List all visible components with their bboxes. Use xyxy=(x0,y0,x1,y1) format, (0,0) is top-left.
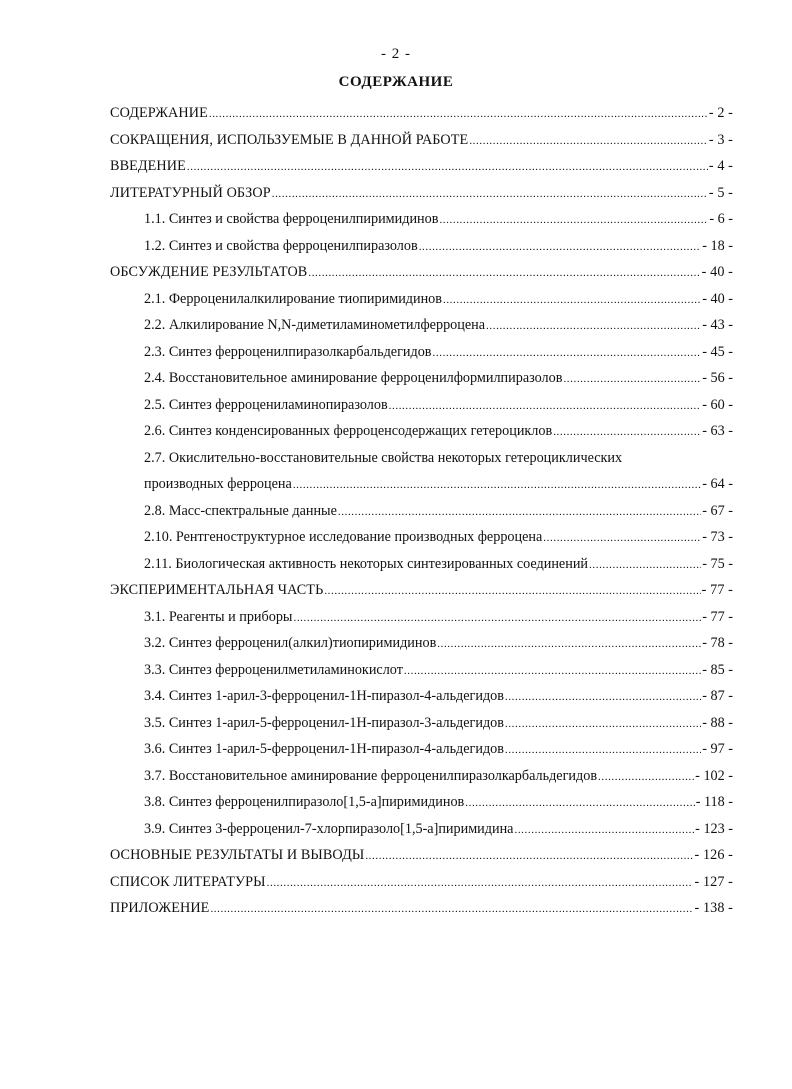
toc-entry-2-4[interactable] xyxy=(110,369,733,396)
toc-entry-3-7[interactable] xyxy=(110,767,733,794)
dot-leader xyxy=(338,503,701,521)
dot-leader xyxy=(469,132,708,150)
toc-entry-abbreviations[interactable] xyxy=(110,131,733,158)
toc-page-number: - 56 - xyxy=(702,370,733,386)
toc-entry-text: 3.2. Синтез ферроценил(алкил)тиопиримидинов xyxy=(144,635,437,651)
toc-entry-experimental[interactable] xyxy=(110,581,733,608)
toc-entry-text: 2.4. Восстановительное аминирование ферроценилформилпиразолов xyxy=(144,370,563,386)
dot-leader xyxy=(437,635,701,653)
toc-entry-2-11[interactable] xyxy=(110,555,733,582)
toc-page-number: - 87 - xyxy=(702,688,733,704)
toc-entry-3-4[interactable] xyxy=(110,687,733,714)
dot-leader xyxy=(293,476,701,494)
toc-page-number: - 138 - xyxy=(694,900,733,916)
toc-entry-text: 1.1. Синтез и свойства ферроценилпиримидинов xyxy=(144,211,439,227)
toc-entry-line2 xyxy=(144,475,733,502)
toc-entry-contents[interactable] xyxy=(110,104,733,131)
toc-title: СОДЕРЖАНИЕ xyxy=(338,74,454,90)
toc-page-number: - 73 - xyxy=(702,529,733,545)
dot-leader xyxy=(543,529,701,547)
toc-page-number: - 78 - xyxy=(702,635,733,651)
toc-entry-2-1[interactable] xyxy=(110,290,733,317)
toc-page-number: - 102 - xyxy=(695,767,733,784)
dot-leader xyxy=(505,741,701,759)
toc-page-number: - 45 - xyxy=(702,343,733,360)
toc-entry-3-3[interactable] xyxy=(110,661,733,688)
toc-entry-text: ПРИЛОЖЕНИЕ xyxy=(110,900,210,916)
dot-leader xyxy=(293,609,701,627)
toc-entry-text: 2.10. Рентгеноструктурное исследование производных ферроцена xyxy=(144,529,543,545)
toc-entry-text: 1.2. Синтез и свойства ферроценилпиразолов xyxy=(144,237,418,254)
toc-entry-text: 2.11. Биологическая активность некоторых синтезированных соединений xyxy=(144,555,589,572)
toc-page-number: - 118 - xyxy=(695,794,733,810)
toc-entry-2-5[interactable] xyxy=(110,396,733,423)
toc-page-number: - 77 - xyxy=(702,608,733,625)
toc-entry-references[interactable] xyxy=(110,873,733,900)
toc-page-number: - 40 - xyxy=(701,264,733,280)
toc-entry-text: СПИСОК ЛИТЕРАТУРЫ xyxy=(110,873,266,890)
dot-leader xyxy=(365,847,693,865)
dot-leader xyxy=(505,715,701,733)
toc-page-number: - 40 - xyxy=(702,290,733,307)
toc-entry-results-discussion[interactable] xyxy=(110,263,733,290)
toc-entry-3-1[interactable] xyxy=(110,608,733,635)
dot-leader xyxy=(465,794,694,812)
toc-entry-text-line2: производных ферроцена xyxy=(144,476,292,492)
dot-leader xyxy=(267,874,694,892)
toc-page-number: - 2 - xyxy=(708,105,733,121)
toc-entry-2-10[interactable] xyxy=(110,528,733,555)
toc-entry-text: 3.8. Синтез ферроценилпиразоло[1,5-а]пиримидинов xyxy=(144,794,465,810)
toc-entry-text: СОКРАЩЕНИЯ, ИСПОЛЬЗУЕМЫЕ В ДАННОЙ РАБОТЕ xyxy=(110,131,469,148)
toc-entry-1-2[interactable] xyxy=(110,237,733,264)
toc-entry-text: 2.3. Синтез ферроценилпиразолкарбальдегидов xyxy=(144,343,432,360)
toc-page-number: - 75 - xyxy=(702,555,733,572)
toc-entry-literature-review[interactable] xyxy=(110,184,733,211)
dot-leader xyxy=(419,238,702,256)
dot-leader xyxy=(505,688,701,706)
toc-entry-conclusions[interactable] xyxy=(110,846,733,873)
toc-page-number: - 18 - xyxy=(702,237,733,254)
toc-entry-2-3[interactable] xyxy=(110,343,733,370)
toc-entry-2-7[interactable] xyxy=(110,449,733,502)
toc-entry-introduction[interactable] xyxy=(110,157,733,184)
toc-page-number: - 97 - xyxy=(702,741,733,757)
toc-entry-text: 3.4. Синтез 1-арил-3-ферроценил-1Н-пиразол-4-альдегидов xyxy=(144,688,504,704)
toc-entry-text: 3.5. Синтез 1-арил-5-ферроценил-1Н-пиразол-3-альдегидов xyxy=(144,714,504,731)
toc-page-number: - 43 - xyxy=(702,317,733,333)
toc-page-number: - 123 - xyxy=(695,820,733,837)
toc-entry-text: 2.5. Синтез ферроцениламинопиразолов xyxy=(144,396,388,413)
dot-leader xyxy=(324,582,700,600)
toc-entry-text: 2.2. Алкилирование N,N-диметиламинометилферроцена xyxy=(144,317,486,333)
toc-page-number: - 4 - xyxy=(708,158,733,174)
toc-page-number: - 64 - xyxy=(702,476,733,492)
toc-entry-text-line1: 2.7. Окислительно-восстановительные свойства некоторых гетероциклических xyxy=(144,449,623,466)
toc-entry-2-2[interactable] xyxy=(110,316,733,343)
dot-leader xyxy=(187,158,708,176)
toc-entry-text: 2.6. Синтез конденсированных ферроценсодержащих гетероциклов xyxy=(144,423,553,439)
toc-entry-text: 3.9. Синтез 3-ферроценил-7-хлорпиразоло[1,5-а]пиримидина xyxy=(144,820,514,837)
toc-entry-text: 2.8. Масс-спектральные данные xyxy=(144,502,337,519)
toc-entry-text: 3.1. Реагенты и приборы xyxy=(144,608,293,625)
toc-page-number: - 6 - xyxy=(709,211,733,227)
toc-entry-text: 3.7. Восстановительное аминирование ферроценилпиразолкарбальдегидов xyxy=(144,767,598,784)
toc-entry-text: ВВЕДЕНИЕ xyxy=(110,158,186,174)
dot-leader xyxy=(439,211,708,229)
dot-leader xyxy=(404,662,701,680)
toc-page-number: - 67 - xyxy=(702,502,733,519)
dot-leader xyxy=(486,317,701,335)
toc-entry-2-8[interactable] xyxy=(110,502,733,529)
toc-page-number: - 127 - xyxy=(694,873,733,890)
dot-leader xyxy=(389,397,702,415)
dot-leader xyxy=(443,291,701,309)
page-number: - 2 - xyxy=(381,46,411,62)
dot-leader xyxy=(589,556,701,574)
toc-entry-2-6[interactable] xyxy=(110,422,733,449)
toc-entry-text: СОДЕРЖАНИЕ xyxy=(110,105,208,121)
toc-entry-text: ЛИТЕРАТУРНЫЙ ОБЗОР xyxy=(110,184,271,201)
dot-leader xyxy=(272,185,708,203)
toc-page-number: - 3 - xyxy=(708,131,733,148)
toc-entry-text: 3.3. Синтез ферроценилметиламинокислот xyxy=(144,661,403,678)
dot-leader xyxy=(308,264,700,282)
dot-leader xyxy=(210,900,693,918)
dot-leader xyxy=(514,821,694,839)
toc-entry-text: ОСНОВНЫЕ РЕЗУЛЬТАТЫ И ВЫВОДЫ xyxy=(110,847,365,863)
table-of-contents xyxy=(110,104,733,926)
toc-page-number: - 85 - xyxy=(702,661,733,678)
toc-page-number: - 77 - xyxy=(701,582,733,598)
toc-entry-3-8[interactable] xyxy=(110,793,733,820)
toc-entry-1-1[interactable] xyxy=(110,210,733,237)
toc-page-number: - 5 - xyxy=(708,184,733,201)
dot-leader xyxy=(433,344,702,362)
toc-entry-text: ЭКСПЕРИМЕНТАЛЬНАЯ ЧАСТЬ xyxy=(110,582,324,598)
toc-entry-3-9[interactable] xyxy=(110,820,733,847)
toc-page-number: - 126 - xyxy=(694,847,733,863)
toc-page-number: - 60 - xyxy=(702,396,733,413)
toc-page-number: - 63 - xyxy=(702,423,733,439)
dot-leader xyxy=(553,423,701,441)
dot-leader xyxy=(563,370,701,388)
dot-leader xyxy=(209,105,708,123)
toc-entry-3-6[interactable] xyxy=(110,740,733,767)
toc-page-number: - 88 - xyxy=(702,714,733,731)
toc-entry-text: ОБСУЖДЕНИЕ РЕЗУЛЬТАТОВ xyxy=(110,264,308,280)
toc-entry-3-5[interactable] xyxy=(110,714,733,741)
toc-entry-text: 3.6. Синтез 1-арил-5-ферроценил-1Н-пиразол-4-альдегидов xyxy=(144,741,504,757)
toc-entry-text: 2.1. Ферроценилалкилирование тиопиримидинов xyxy=(144,290,442,307)
toc-entry-appendix[interactable] xyxy=(110,899,733,926)
dot-leader xyxy=(598,768,694,786)
toc-entry-3-2[interactable] xyxy=(110,634,733,661)
